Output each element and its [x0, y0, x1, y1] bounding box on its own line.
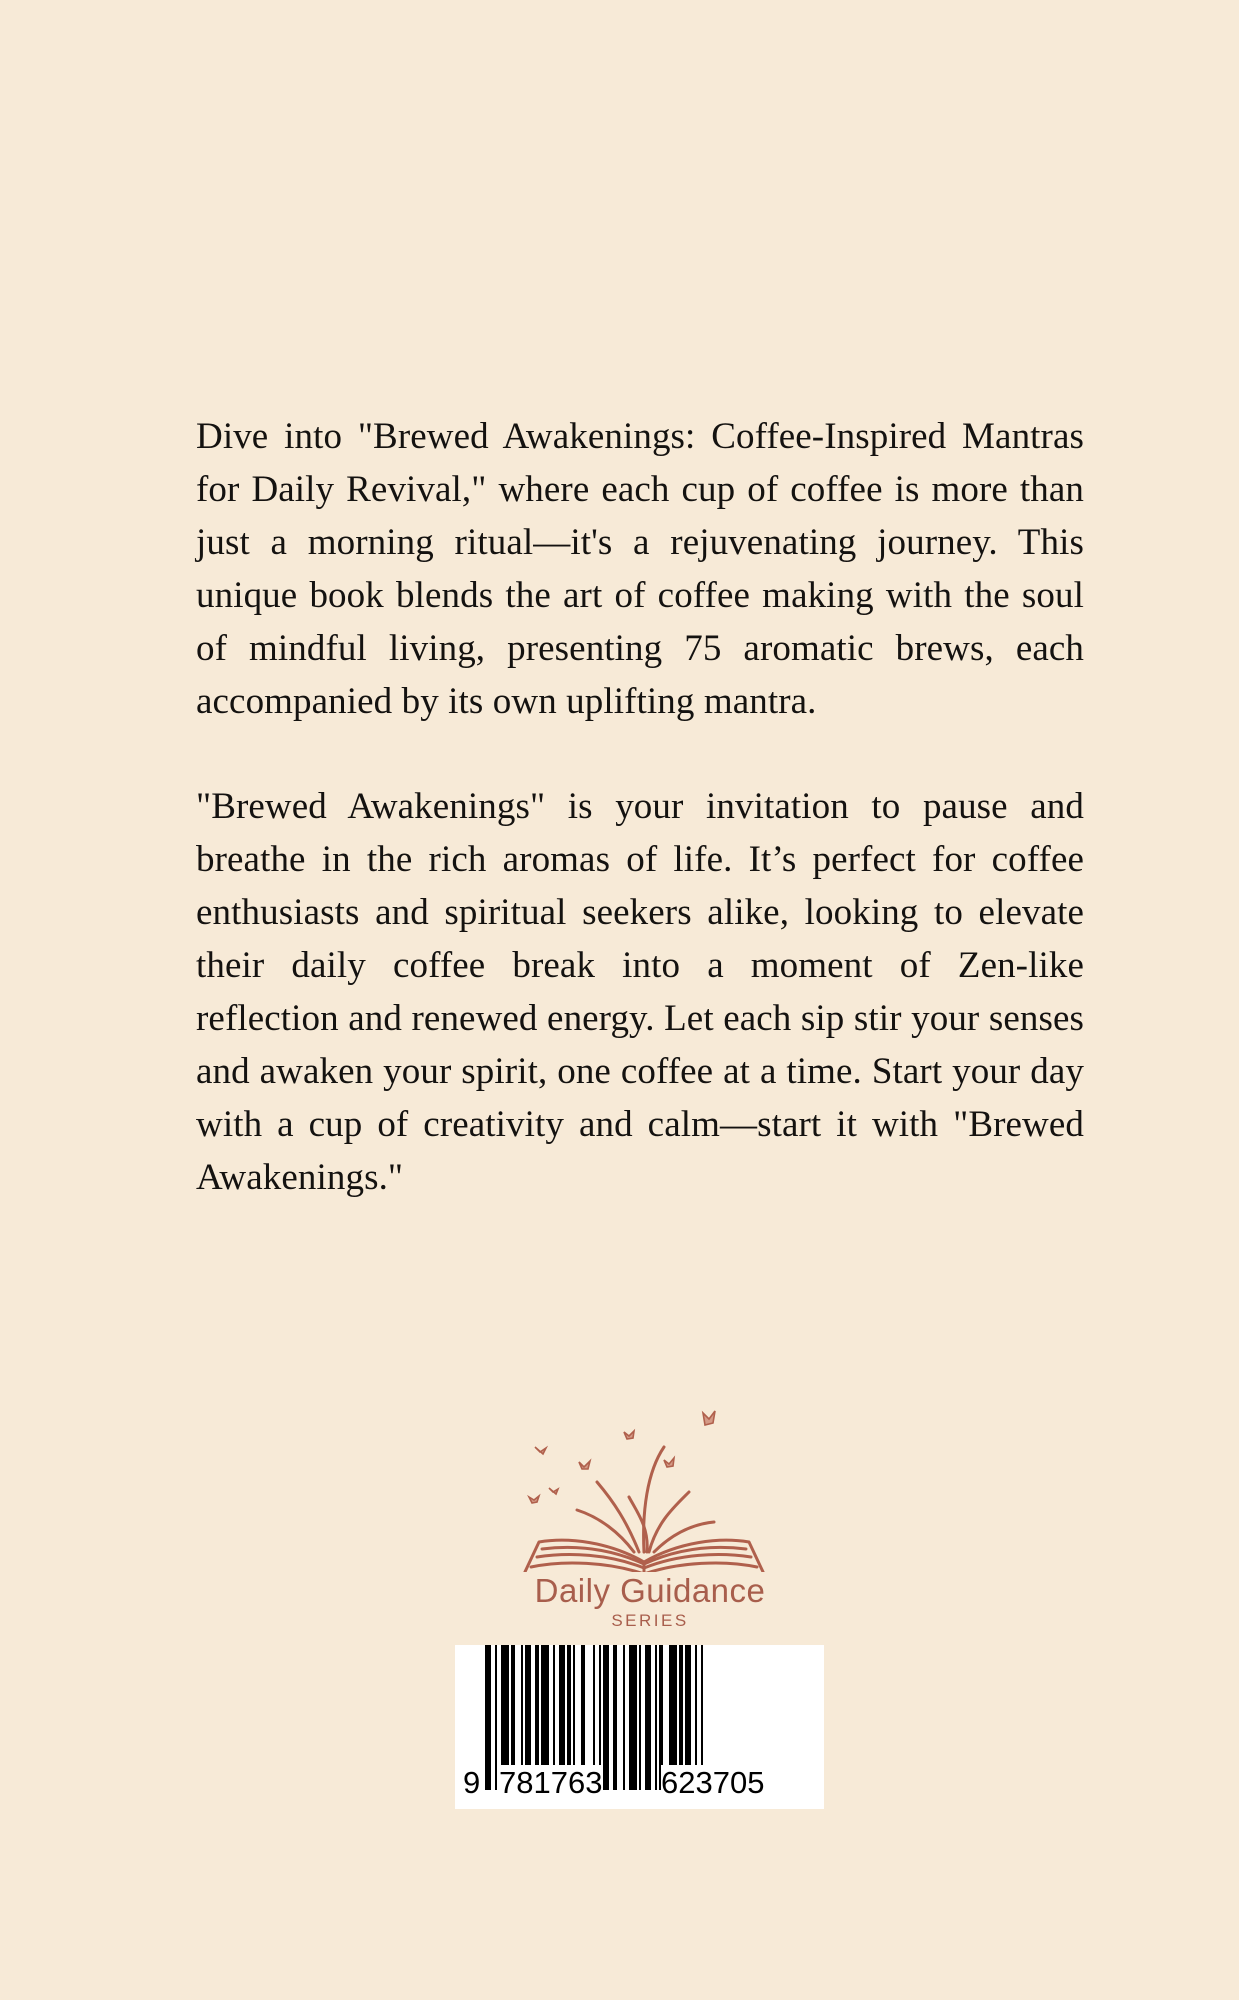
isbn-first-digit: 9 — [463, 1765, 481, 1800]
barcode-bar — [629, 1645, 637, 1790]
barcode-bar — [639, 1645, 641, 1790]
description-paragraph-2: "Brewed Awakenings" is your invitation to pause and breathe in the rich aromas of life. It’s perfect for coffee enthusiasts and spiritual seekers alike, looking to elevate their daily coffee break into a moment of Zen-like reflection and renewed energy. Let each sip stir your senses and awaken your spirit, one coffee at a time. Start your day with a cup of creativity and calm—start it with "Brewed Awakenings." — [196, 786, 1084, 1198]
barcode-bar — [495, 1645, 497, 1790]
series-subtitle: SERIES — [611, 1611, 689, 1630]
isbn-left-group: 781763 — [499, 1765, 603, 1800]
barcode-bar — [603, 1645, 609, 1790]
isbn-barcode — [455, 1645, 824, 1809]
series-title: Daily Guidance — [534, 1572, 766, 1609]
barcode-bar — [623, 1645, 625, 1790]
back-cover-description — [196, 410, 1084, 1204]
barcode-bar — [645, 1645, 651, 1790]
barcode-bar — [485, 1645, 491, 1790]
description-paragraph-1: Dive into "Brewed Awakenings: Coffee-Inspired Mantras for Daily Revival," where each cup of coffee is more than just a morning ritual—it's a rejuvenating journey. This unique book blends the art of coffee making with the soul of mindful living, presenting 75 aromatic brews, each accompanied by its own uplifting mantra. — [196, 416, 1084, 722]
isbn-right-group: 623705 — [661, 1765, 765, 1800]
open-book-with-butterflies-icon — [509, 1402, 779, 1572]
barcode-bar — [655, 1645, 657, 1790]
barcode-bar — [613, 1645, 617, 1790]
